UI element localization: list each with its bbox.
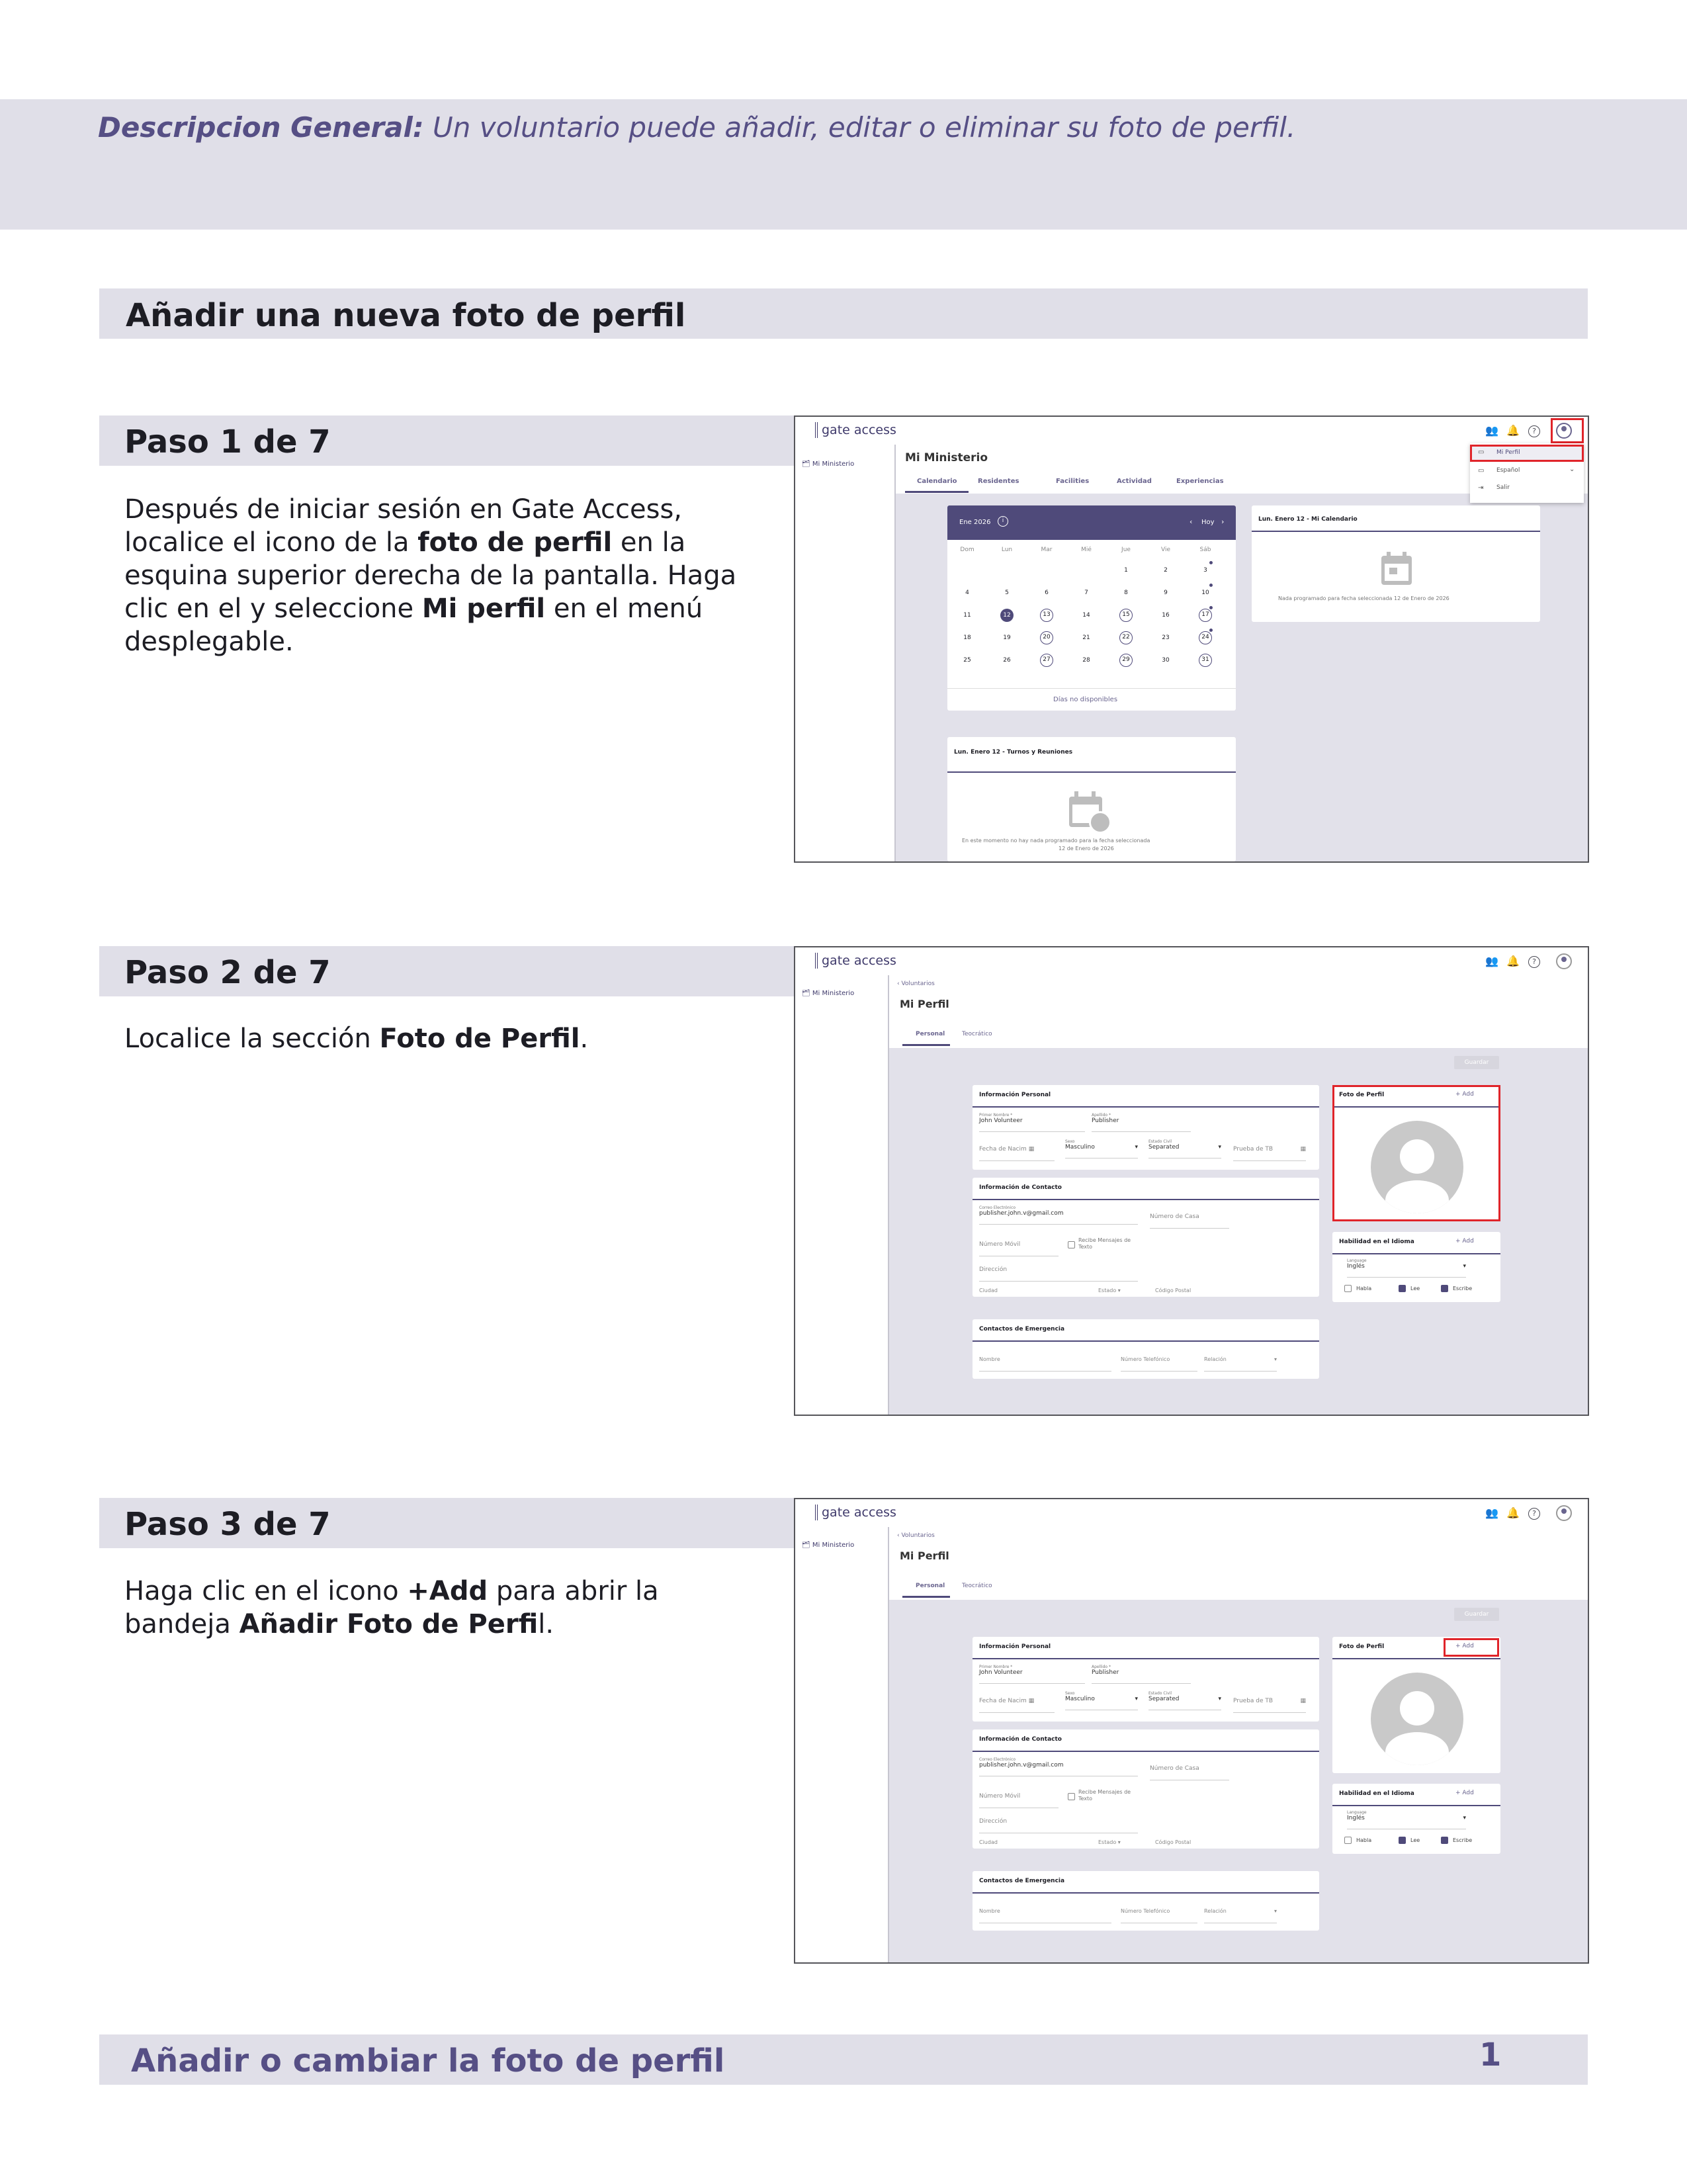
calendar-day[interactable]: 1 xyxy=(1124,567,1128,574)
language-card xyxy=(1332,1784,1500,1854)
speaks-checkbox[interactable] xyxy=(1344,1285,1352,1292)
calendar-clock-icon xyxy=(1069,791,1110,830)
tb-test-field[interactable]: Prueba de TB ▦ xyxy=(1233,1694,1306,1713)
calendar-day[interactable]: 10 xyxy=(1199,586,1212,599)
contact-info-title: Información de Contacto xyxy=(979,1184,1062,1191)
tab-calendar[interactable]: Calendario xyxy=(917,478,957,485)
event-dot xyxy=(1209,584,1213,587)
profile-photo-card xyxy=(1332,1637,1500,1773)
emergency-phone-field[interactable]: Número Telefónico xyxy=(1121,1904,1197,1923)
add-photo-button[interactable]: + Add xyxy=(1455,1643,1474,1649)
calendar-day[interactable]: 9 xyxy=(1164,590,1168,596)
dropdown-arrow-icon: ▾ xyxy=(1274,1908,1277,1914)
home-phone-field[interactable]: Número de Casa xyxy=(1150,1209,1229,1229)
highlight-box-add xyxy=(1444,1638,1499,1657)
emergency-card xyxy=(973,1319,1319,1379)
sidebar-item-ministry[interactable]: 🗂 Mi Ministerio xyxy=(802,990,855,997)
tb-test-field[interactable]: Prueba de TB ▦ xyxy=(1233,1142,1306,1161)
civil-status-select[interactable]: Estado Civil Separated ▾ xyxy=(1148,1139,1221,1158)
writes-checkbox[interactable] xyxy=(1441,1285,1448,1292)
emergency-underline xyxy=(973,1340,1319,1342)
gate-access-logo: gate access xyxy=(815,1505,896,1520)
profile-menu xyxy=(1470,443,1584,503)
calendar-day[interactable]: 27 xyxy=(1040,654,1053,667)
app-sidebar xyxy=(795,1527,889,1962)
calendar-weekday: Vie xyxy=(1161,546,1170,553)
calendar-day[interactable]: 5 xyxy=(1005,590,1009,596)
profile-avatar-icon[interactable] xyxy=(1556,953,1572,969)
emergency-name-field[interactable]: Nombre xyxy=(979,1904,1111,1923)
reads-label: Lee xyxy=(1410,1286,1420,1291)
tab-theocratic[interactable]: Teocrático xyxy=(962,1583,992,1589)
sms-checkbox[interactable] xyxy=(1068,1793,1075,1800)
app-topbar xyxy=(795,947,1588,976)
calendar-day[interactable]: 28 xyxy=(1082,657,1090,664)
step-1-title: Paso 1 de 7 xyxy=(124,423,331,460)
speaks-label: Habla xyxy=(1356,1286,1372,1291)
personal-info-title: Información Personal xyxy=(979,1643,1051,1650)
tab-residents[interactable]: Residentes xyxy=(978,478,1019,485)
relation-select[interactable]: Relación ▾ xyxy=(1204,1904,1277,1923)
shifts-underline xyxy=(947,771,1236,773)
bell-icon[interactable]: 🔔 xyxy=(1506,1507,1520,1519)
calendar-day[interactable]: 20 xyxy=(1040,631,1053,644)
calendar-day[interactable]: 29 xyxy=(1119,654,1133,667)
profile-title: Mi Perfil xyxy=(900,998,949,1010)
personal-info-card xyxy=(973,1637,1319,1722)
step-2-screenshot xyxy=(794,946,1589,1416)
first-name-field[interactable]: Primer Nombre * John Volunteer xyxy=(979,1665,1085,1684)
step-3-screenshot xyxy=(794,1498,1589,1964)
calendar-weekday: Mié xyxy=(1081,546,1092,553)
sex-select[interactable]: Sexo Masculino ▾ xyxy=(1065,1691,1138,1710)
emergency-card xyxy=(973,1871,1319,1931)
calendar-day[interactable]: 11 xyxy=(963,612,971,619)
app-sidebar xyxy=(795,975,889,1415)
reads-label: Lee xyxy=(1410,1837,1420,1843)
calendar-icon: ▦ xyxy=(1028,1698,1035,1704)
add-language-button[interactable]: + Add xyxy=(1455,1790,1474,1796)
profile-photo-underline xyxy=(1332,1658,1500,1659)
dropdown-arrow-icon: ▾ xyxy=(1463,1263,1466,1270)
bell-icon[interactable]: 🔔 xyxy=(1506,424,1520,437)
language-underline xyxy=(1332,1805,1500,1806)
contact-info-underline xyxy=(973,1199,1319,1200)
dropdown-arrow-icon: ▾ xyxy=(1135,1144,1138,1151)
language-card xyxy=(1332,1232,1500,1302)
calendar-day[interactable]: 21 xyxy=(1082,634,1090,641)
prev-arrow-icon[interactable]: ‹ xyxy=(1190,517,1193,526)
sms-label: Recibe Mensajes de Texto xyxy=(1078,1789,1131,1802)
calendar-weekday: Lun xyxy=(1001,546,1013,553)
sidebar-item-ministry[interactable]: 🗂 Mi Ministerio xyxy=(802,460,855,468)
last-name-field[interactable]: Apellido * Publisher xyxy=(1092,1665,1191,1684)
page-number: 1 xyxy=(1479,2036,1502,2074)
tab-facilities[interactable]: Facilities xyxy=(1056,478,1090,485)
email-field[interactable]: Correo Electrónico publisher.john.v@gmail.com xyxy=(979,1757,1138,1776)
calendar-day[interactable]: 23 xyxy=(1162,634,1170,641)
dropdown-arrow-icon: ▾ xyxy=(1218,1696,1221,1702)
personal-info-card xyxy=(973,1085,1319,1170)
calendar-card xyxy=(947,505,1236,711)
tab-personal[interactable]: Personal xyxy=(916,1583,945,1589)
today-button[interactable]: Hoy xyxy=(1201,519,1215,526)
unavailable-days-link[interactable]: Días no disponibles xyxy=(1053,696,1118,703)
shifts-empty-line-2: 12 de Enero de 2026 xyxy=(1059,846,1114,852)
tab-activity[interactable]: Actividad xyxy=(1117,478,1152,485)
calendar-icon: ▦ xyxy=(1300,1698,1306,1704)
personal-info-title: Información Personal xyxy=(979,1092,1051,1098)
profile-title: Mi Perfil xyxy=(900,1550,949,1562)
birth-date-field[interactable]: Fecha de Nacim ▦ xyxy=(979,1142,1055,1161)
mobile-field[interactable]: Número Móvil xyxy=(979,1237,1059,1256)
add-language-button[interactable]: + Add xyxy=(1455,1238,1474,1245)
calendar-day[interactable]: 26 xyxy=(1003,657,1011,664)
step-3-text: Haga clic en el icono +Add para abrir la bandeja Añadir Foto de Perfil. xyxy=(124,1576,659,1639)
my-calendar-card xyxy=(1252,505,1540,622)
ministry-title: Mi Ministerio xyxy=(905,451,988,464)
shifts-title: Lun. Enero 12 - Turnos y Reuniones xyxy=(954,749,1073,756)
menu-item-language[interactable]: Español xyxy=(1496,467,1520,474)
help-icon[interactable]: ? xyxy=(1528,1508,1540,1520)
reads-checkbox[interactable] xyxy=(1399,1285,1406,1292)
profile-avatar-icon[interactable] xyxy=(1556,1505,1572,1521)
calendar-day[interactable]: 12 xyxy=(1000,609,1014,622)
mobile-field[interactable]: Número Móvil xyxy=(979,1789,1059,1808)
app-sidebar xyxy=(795,445,896,861)
calendar-day[interactable]: 2 xyxy=(1164,567,1168,574)
gate-access-logo: gate access xyxy=(815,422,896,438)
sidebar-item-ministry[interactable]: 🗂 Mi Ministerio xyxy=(802,1542,855,1549)
calendar-empty-icon xyxy=(1381,552,1412,585)
emergency-name-field[interactable]: Nombre xyxy=(979,1352,1111,1372)
birth-date-field[interactable]: Fecha de Nacim ▦ xyxy=(979,1694,1055,1713)
dropdown-arrow-icon: ▾ xyxy=(1218,1144,1221,1151)
description-label: Descripcion General: xyxy=(98,111,424,144)
language-select[interactable]: Language Inglés ▾ xyxy=(1347,1810,1466,1829)
contact-info-card: Información de Contacto Correo Electrónico publisher.john.v@gmail.com Número de Casa Número Móvil Recibe Mensajes de Texto Dirección Ciudad Estado ▾ Código Postal xyxy=(973,1729,1319,1849)
calendar-weekday: Dom xyxy=(960,546,974,553)
language-underline xyxy=(1332,1253,1500,1254)
dropdown-arrow-icon: ▾ xyxy=(1274,1356,1277,1362)
highlight-box-photo-section xyxy=(1332,1085,1500,1221)
contact-info-underline xyxy=(973,1751,1319,1752)
id-card-icon: ▭ xyxy=(1478,449,1485,456)
calendar-day[interactable]: 30 xyxy=(1162,657,1170,664)
calendar-grid xyxy=(954,546,1232,679)
tab-personal[interactable]: Personal xyxy=(916,1031,945,1037)
menu-item-profile-label: Mi Perfil xyxy=(1496,449,1520,456)
calendar-day[interactable]: 18 xyxy=(963,634,971,641)
event-dot xyxy=(1209,606,1213,609)
next-arrow-icon[interactable]: › xyxy=(1221,517,1225,526)
profile-photo-title: Foto de Perfil xyxy=(1339,1643,1385,1650)
back-link[interactable]: ‹ Voluntarios xyxy=(897,981,935,987)
add-photo-button[interactable]: + Add xyxy=(1455,1091,1474,1098)
dropdown-arrow-icon: ▾ xyxy=(1117,1288,1121,1293)
dropdown-arrow-icon: ▾ xyxy=(1117,1839,1121,1845)
calendar-divider xyxy=(947,688,1236,689)
app-topbar xyxy=(795,417,1588,445)
language-icon: ▭ xyxy=(1478,467,1485,474)
profile-photo-title: Foto de Perfil xyxy=(1339,1092,1385,1098)
gate-access-logo: gate access xyxy=(815,953,896,969)
email-field[interactable]: Correo Electrónico publisher.john.v@gmail.com xyxy=(979,1205,1138,1225)
contact-info-title: Información de Contacto xyxy=(979,1736,1062,1743)
calendar-day[interactable]: 31 xyxy=(1199,654,1212,667)
calendar-day[interactable]: 22 xyxy=(1119,631,1133,644)
language-title: Habilidad en el Idioma xyxy=(1339,1239,1414,1245)
calendar-day[interactable]: 7 xyxy=(1084,590,1088,596)
address-field[interactable]: Dirección xyxy=(979,1262,1138,1282)
sex-select[interactable]: Sexo Masculino ▾ xyxy=(1065,1139,1138,1158)
calendar-weekday: Sáb xyxy=(1199,546,1211,553)
footer-title: Añadir o cambiar la foto de perfil xyxy=(131,2042,725,2079)
tab-experiences[interactable]: Experiencias xyxy=(1176,478,1224,485)
users-icon[interactable]: 👥 xyxy=(1485,424,1498,437)
emergency-title: Contactos de Emergencia xyxy=(979,1326,1065,1332)
profile-photo-card xyxy=(1332,1085,1500,1221)
calendar-day[interactable]: 24 xyxy=(1199,631,1212,644)
info-icon[interactable]: i xyxy=(998,516,1008,527)
calendar-day[interactable]: 16 xyxy=(1162,612,1170,619)
section-title: Añadir una nueva foto de perfil xyxy=(126,297,686,334)
app-topbar xyxy=(795,1499,1588,1528)
calendar-day[interactable]: 19 xyxy=(1003,634,1011,641)
personal-info-underline xyxy=(973,1658,1319,1659)
calendar-day[interactable]: 8 xyxy=(1124,590,1128,596)
logout-icon: ⇥ xyxy=(1478,484,1484,492)
emergency-phone-field[interactable]: Número Telefónico xyxy=(1121,1352,1197,1372)
calendar-day[interactable]: 3 xyxy=(1199,564,1212,577)
writes-label: Escribe xyxy=(1453,1286,1473,1291)
save-button[interactable]: Guardar xyxy=(1454,1056,1499,1069)
home-phone-field[interactable]: Número de Casa xyxy=(1150,1761,1229,1780)
step-1-screenshot xyxy=(794,415,1589,863)
relation-select[interactable]: Relación ▾ xyxy=(1204,1352,1277,1372)
users-icon[interactable]: 👥 xyxy=(1485,1507,1498,1519)
reads-checkbox[interactable] xyxy=(1399,1837,1406,1844)
first-name-field[interactable]: Primer Nombre * John Volunteer xyxy=(979,1113,1085,1132)
tab-underline xyxy=(902,1044,950,1046)
last-name-field[interactable]: Apellido * Publisher xyxy=(1092,1113,1191,1132)
event-dot xyxy=(1209,561,1213,564)
speaks-label: Habla xyxy=(1356,1837,1372,1843)
speaks-checkbox[interactable] xyxy=(1344,1837,1352,1844)
default-avatar-icon xyxy=(1371,1673,1463,1765)
menu-item-profile[interactable] xyxy=(1470,445,1584,462)
highlight-box-avatar xyxy=(1551,418,1584,443)
back-link[interactable]: ‹ Voluntarios xyxy=(897,1532,935,1539)
bell-icon[interactable]: 🔔 xyxy=(1506,955,1520,967)
contact-info-card: Información de Contacto Correo Electrónico publisher.john.v@gmail.com Número de Casa Número Móvil Recibe Mensajes de Texto Dirección Ciudad Estado ▾ Código Postal xyxy=(973,1178,1319,1297)
sms-label: Recibe Mensajes de Texto xyxy=(1078,1237,1131,1250)
language-title: Habilidad en el Idioma xyxy=(1339,1790,1414,1797)
emergency-title: Contactos de Emergencia xyxy=(979,1878,1065,1884)
calendar-month: Ene 2026 xyxy=(959,519,991,526)
calendar-weekday: Jue xyxy=(1121,546,1131,553)
calendar-header xyxy=(947,505,1236,540)
my-calendar-underline xyxy=(1252,531,1540,532)
help-icon[interactable]: ? xyxy=(1528,425,1540,437)
step-3-title: Paso 3 de 7 xyxy=(124,1506,331,1543)
menu-item-logout[interactable]: Salir xyxy=(1496,484,1510,491)
my-calendar-title: Lun. Enero 12 - Mi Calendario xyxy=(1258,516,1358,523)
personal-info-underline xyxy=(973,1106,1319,1108)
event-dot xyxy=(1209,629,1213,632)
calendar-day[interactable]: 25 xyxy=(963,657,971,664)
dropdown-arrow-icon: ▾ xyxy=(1135,1696,1138,1702)
save-button[interactable]: Guardar xyxy=(1454,1608,1499,1621)
help-icon[interactable]: ? xyxy=(1528,956,1540,968)
users-icon[interactable]: 👥 xyxy=(1485,955,1498,967)
calendar-icon: ▦ xyxy=(1028,1146,1035,1153)
emergency-underline xyxy=(973,1892,1319,1894)
tab-theocratic[interactable]: Teocrático xyxy=(962,1031,992,1037)
address-field[interactable]: Dirección xyxy=(979,1814,1138,1833)
calendar-day[interactable]: 15 xyxy=(1119,609,1133,622)
calendar-day[interactable]: 17 xyxy=(1199,609,1212,622)
step-2-title: Paso 2 de 7 xyxy=(124,954,331,991)
calendar-icon: ▦ xyxy=(1300,1146,1306,1153)
dropdown-arrow-icon: ▾ xyxy=(1463,1815,1466,1821)
shifts-card xyxy=(947,737,1236,861)
description-text xyxy=(98,111,1295,144)
civil-status-select[interactable]: Estado Civil Separated ▾ xyxy=(1148,1691,1221,1710)
calendar-day[interactable]: 14 xyxy=(1082,612,1090,619)
step-2-text: Localice la sección Foto de Perfil. xyxy=(124,1024,589,1054)
description-body: Un voluntario puede añadir, editar o eliminar su foto de perfil. xyxy=(423,111,1296,144)
my-calendar-empty-text: Nada programado para fecha seleccionada 12 de Enero de 2026 xyxy=(1278,595,1449,601)
language-select[interactable]: Language Inglés ▾ xyxy=(1347,1258,1466,1278)
calendar-weekday: Mar xyxy=(1041,546,1053,553)
step-1-text: Después de iniciar sesión en Gate Access, localice el icono de la foto de perfil en la esquina superior derecha de la pantalla. Haga clic en el y seleccione Mi perfil en el menú desplegable. xyxy=(124,494,737,657)
tab-underline xyxy=(902,1596,950,1598)
calendar-day[interactable]: 4 xyxy=(965,590,969,596)
tab-underline xyxy=(905,491,969,493)
writes-checkbox[interactable] xyxy=(1441,1837,1448,1844)
shifts-empty-line-1: En este momento no hay nada programado para la fecha seleccionada xyxy=(962,838,1150,844)
calendar-day[interactable]: 6 xyxy=(1045,590,1049,596)
writes-label: Escribe xyxy=(1453,1837,1473,1843)
chevron-down-icon: ⌄ xyxy=(1569,466,1575,473)
sms-checkbox[interactable] xyxy=(1068,1241,1075,1248)
calendar-day[interactable]: 13 xyxy=(1040,609,1053,622)
